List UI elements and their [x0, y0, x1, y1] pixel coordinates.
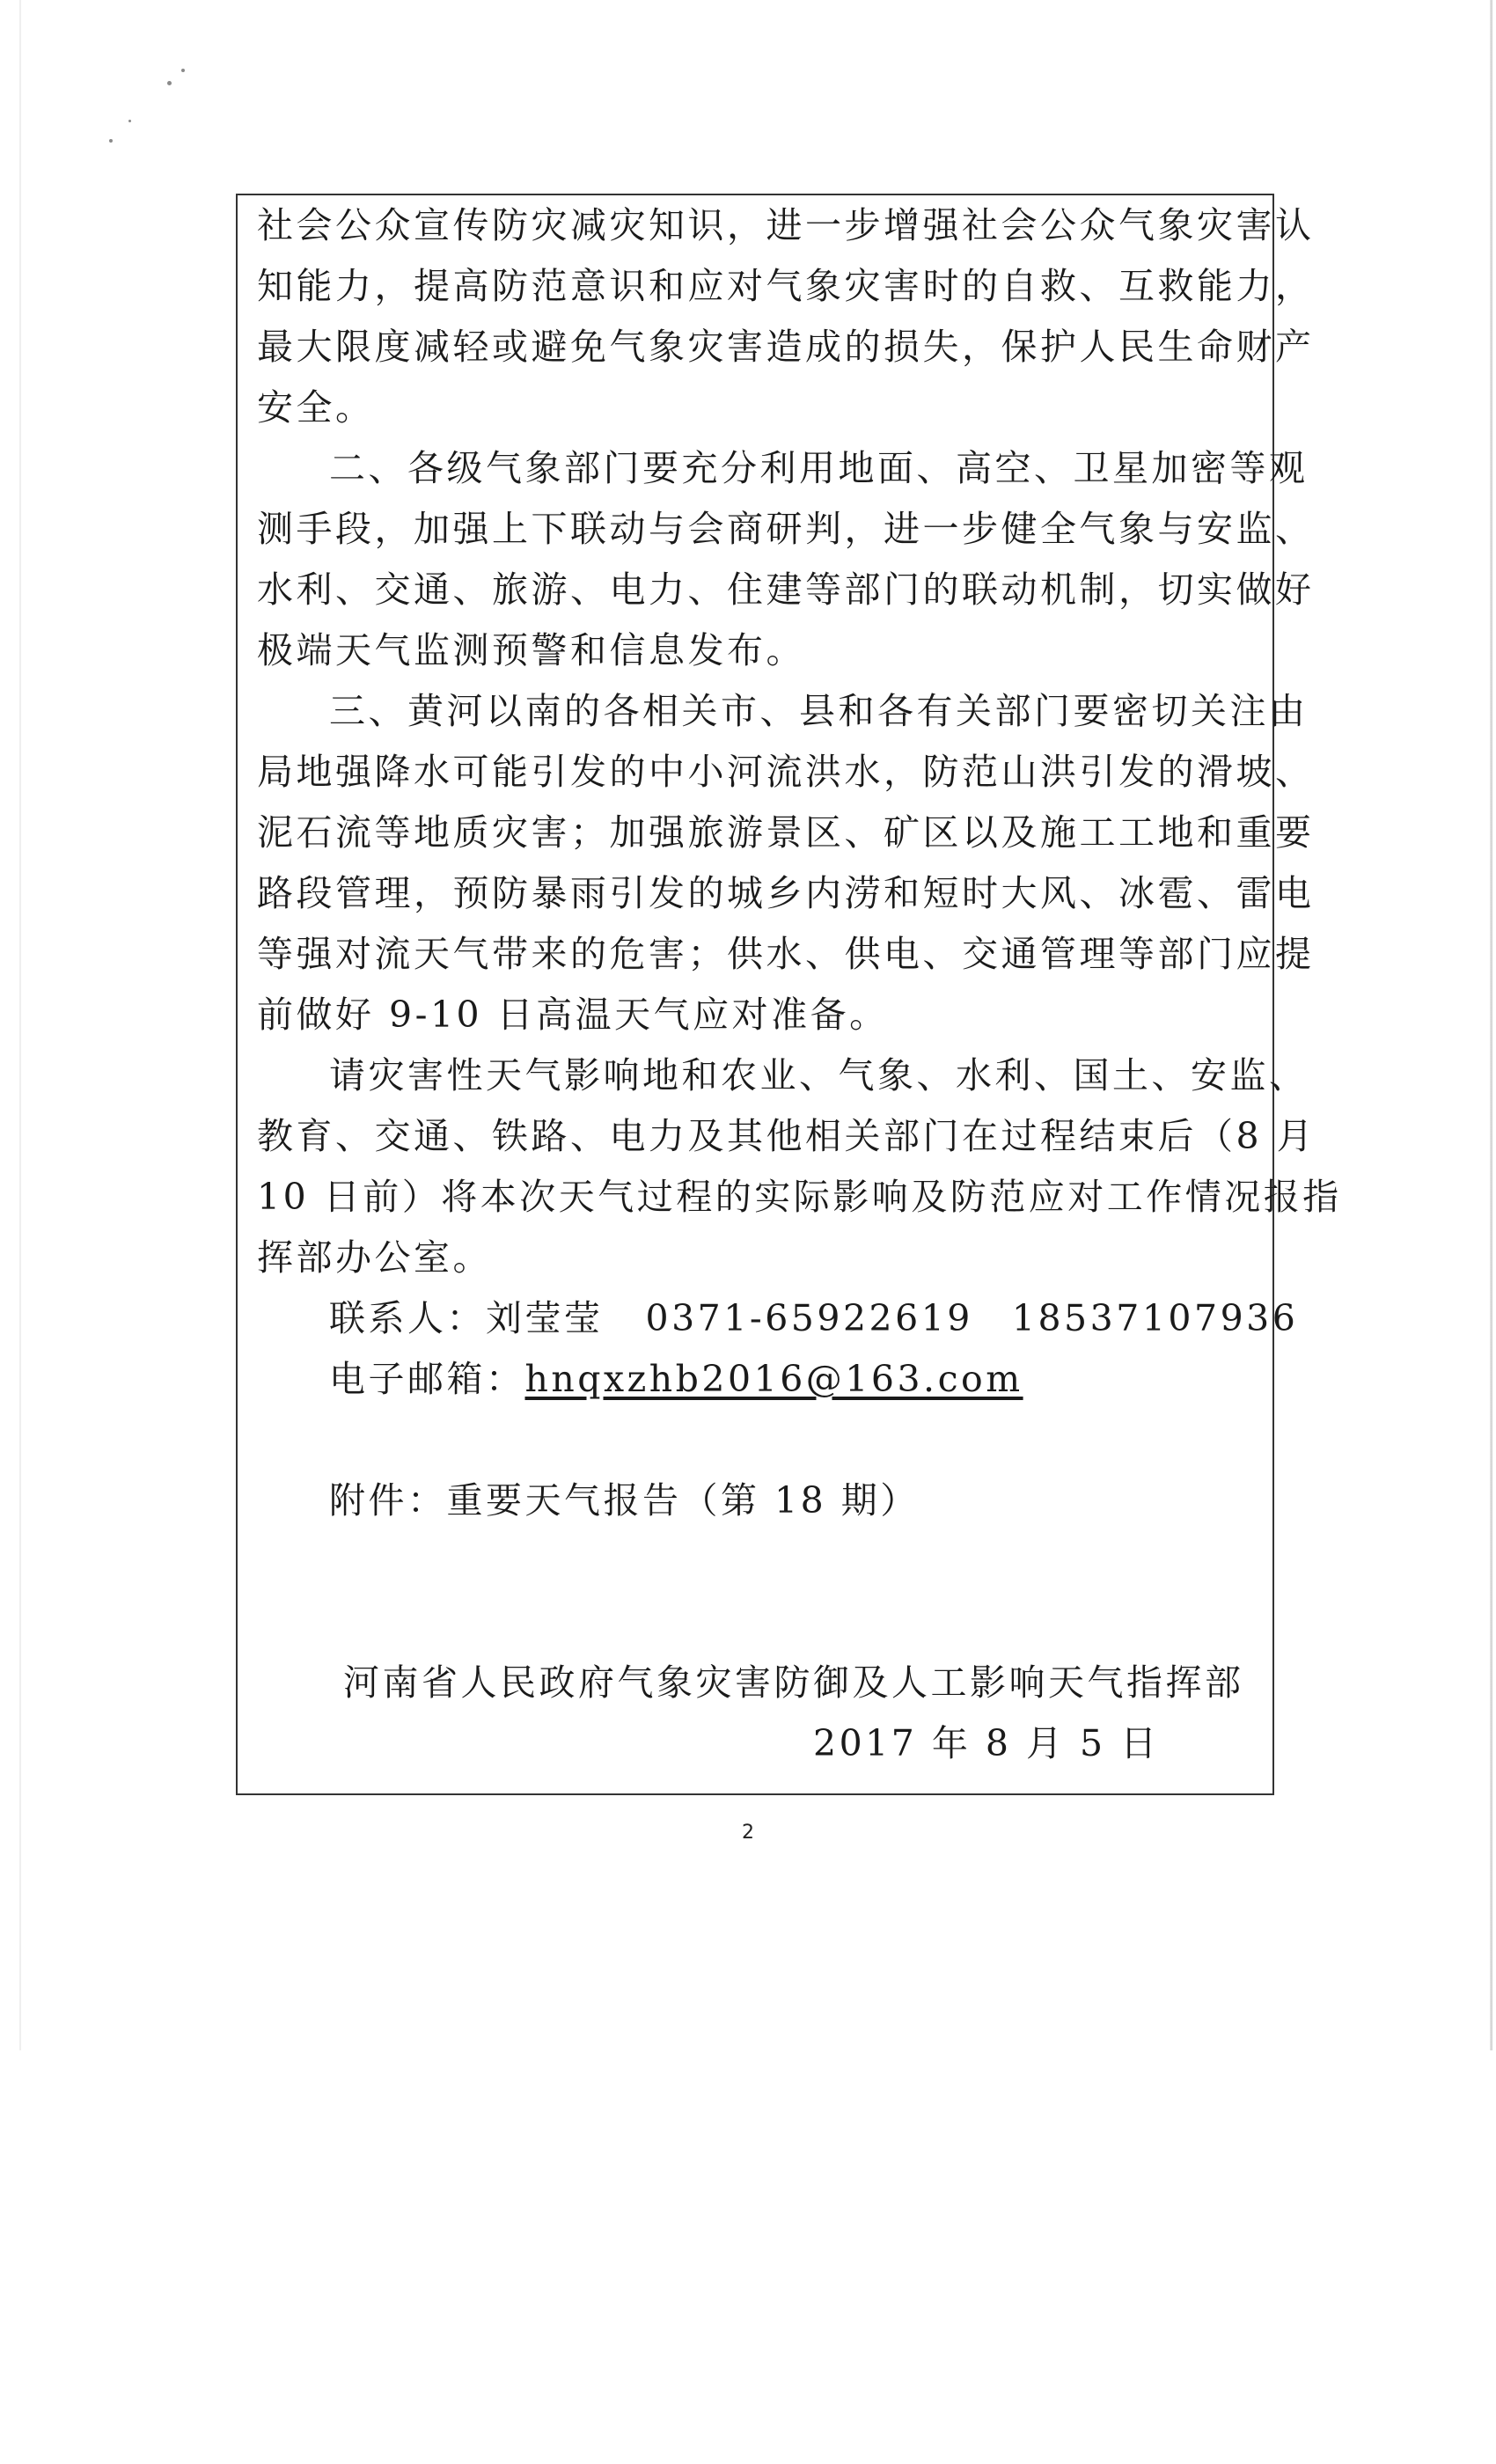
- paragraph-line: 社会公众宣传防灾减灾知识，进一步增强社会公众气象灾害认: [257, 204, 1315, 246]
- paragraph-line: 请灾害性天气影响地和农业、气象、水利、国土、安监、: [329, 1054, 1309, 1096]
- paragraph-line: 水利、交通、旅游、电力、住建等部门的联动机制，切实做好: [257, 568, 1315, 611]
- paragraph-line: 知能力，提高防范意识和应对气象灾害时的自救、互救能力，: [257, 265, 1315, 307]
- contact-label: 联系人：: [329, 1297, 486, 1339]
- attachment-line: 附件：重要天气报告（第 18 期）: [329, 1479, 920, 1522]
- paragraph-line: 路段管理，预防暴雨引发的城乡内涝和短时大风、冰雹、雷电: [257, 872, 1315, 914]
- paragraph-line: 极端天气监测预警和信息发布。: [257, 629, 805, 671]
- scan-speck: [167, 81, 172, 85]
- paragraph-line: 测手段，加强上下联动与会商研判，进一步健全气象与安监、: [257, 508, 1315, 550]
- paragraph-line: 教育、交通、铁路、电力及其他相关部门在过程结束后（8 月: [257, 1115, 1316, 1157]
- paragraph-line: 局地强降水可能引发的中小河流洪水，防范山洪引发的滑坡、: [257, 751, 1315, 793]
- issuer-signature: 河南省人民政府气象灾害防御及人工影响天气指挥部: [343, 1661, 1244, 1704]
- document-body: [257, 195, 1342, 1774]
- scan-speck: [128, 120, 131, 122]
- blank-space: [257, 1531, 1267, 1653]
- scan-speck: [109, 139, 113, 143]
- paragraph-line: 最大限度减轻或避免气象灾害造成的损失，保护人民生命财产: [257, 326, 1315, 368]
- email-label: 电子邮箱：: [329, 1358, 525, 1400]
- contact-mobile: 18537107936: [1011, 1297, 1299, 1339]
- contact-phone: 0371-65922619: [645, 1297, 973, 1339]
- scan-edge-right: [1490, 0, 1492, 2050]
- paragraph-line: 三、黄河以南的各相关市、县和各有关部门要密切关注由: [329, 690, 1309, 732]
- paragraph-line: 泥石流等地质灾害；加强旅游景区、矿区以及施工工地和重要: [257, 811, 1315, 854]
- paragraph-line: 安全。: [257, 386, 375, 429]
- paragraph-line: 二、各级气象部门要充分利用地面、高空、卫星加密等观: [329, 447, 1309, 489]
- scan-edge-left: [19, 0, 21, 2050]
- paragraph-line: 10 日前）将本次天气过程的实际影响及防范应对工作情况报指: [257, 1176, 1342, 1218]
- scan-speck: [181, 69, 185, 72]
- contact-name: 刘莹莹: [486, 1297, 604, 1339]
- issue-date: 2017 年 8 月 5 日: [813, 1722, 1160, 1764]
- paragraph-line: 挥部办公室。: [257, 1236, 492, 1279]
- paragraph-line: 等强对流天气带来的危害；供水、供电、交通管理等部门应提: [257, 933, 1315, 975]
- contact-line: [257, 1288, 1299, 1349]
- page-number: 2: [742, 1822, 754, 1844]
- email-link[interactable]: hnqxzhb2016@163.com: [524, 1358, 1023, 1400]
- paragraph-line: 前做好 9-10 日高温天气应对准备。: [257, 994, 889, 1036]
- email-line: [257, 1349, 1267, 1410]
- blank-line: [257, 1410, 1267, 1470]
